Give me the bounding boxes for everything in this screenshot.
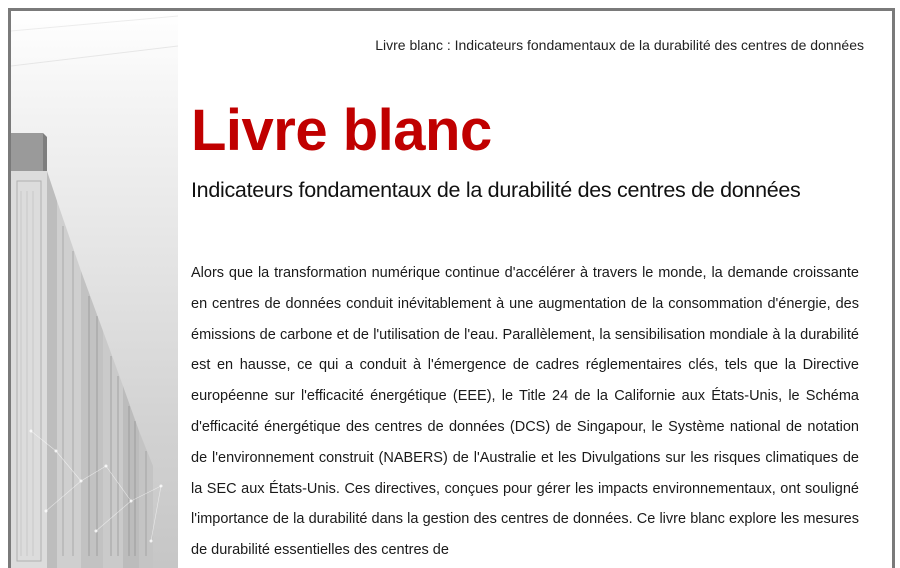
document-page [8, 8, 895, 568]
page-content [191, 11, 892, 568]
document-title: Livre blanc [191, 98, 492, 163]
server-racks-illustration [11, 11, 178, 568]
data-center-corridor-image [11, 11, 178, 568]
running-header: Livre blanc : Indicateurs fondamentaux de la durabilité des centres de données [375, 37, 864, 53]
document-subtitle: Indicateurs fondamentaux de la durabilité des centres de données [191, 178, 801, 202]
intro-paragraph: Alors que la transformation numérique continue d'accélérer à travers le monde, la demande croissante en centres de données conduit inévitablement à une augmentation de la consommation d'énergie, des émissions de carbone et de l'utilisation de l'eau. Parallèlement, la sensibilisation mondiale à la durabilité est en hausse, ce qui a conduit à l'émergence de cadres réglementaires clés, tels que la Directive européenne sur l'efficacité énergétique (EEE), le Title 24 de la Californie aux États-Unis, le Schéma d'efficacité énergétique des centres de données (DCS) de Singapour, le Système national de notation de l'environnement construit (NABERS) de l'Australie et les Divulgations sur les risques climatiques de la SEC aux États-Unis. Ces directives, conçues pour gérer les impacts environnementaux, ont souligné l'importance de la durabilité dans la gestion des centres de données. Ce livre blanc explore les mesures de durabilité essentielles des centres de [191, 265, 859, 559]
